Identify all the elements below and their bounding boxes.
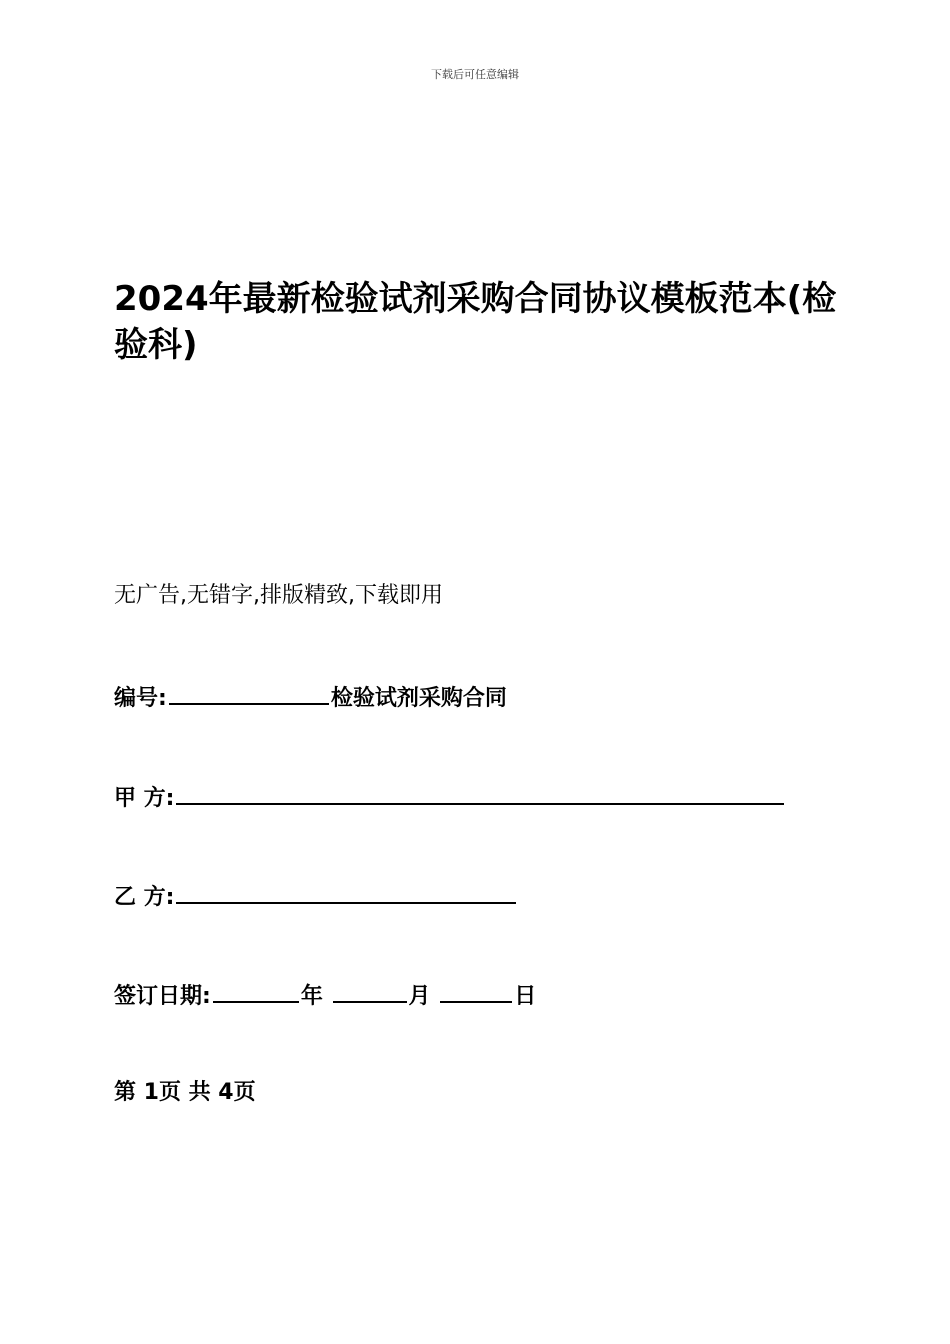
party-b-blank[interactable] (176, 880, 516, 904)
day-blank[interactable] (440, 979, 512, 1003)
party-a-blank[interactable] (176, 781, 784, 805)
year-label: 年 (300, 984, 323, 1009)
party-a-line (114, 781, 786, 814)
party-b-label: 乙 方: (114, 885, 175, 910)
party-a-label: 甲 方: (114, 786, 175, 811)
contract-number-blank[interactable] (169, 681, 329, 705)
contract-number-suffix: 检验试剂采购合同 (330, 686, 507, 711)
page-info: 第 1页 共 4页 (114, 1080, 256, 1105)
tagline: 无广告,无错字,排版精致,下载即用 (114, 583, 443, 608)
header-note: 下载后可任意编辑 (431, 68, 519, 81)
month-label: 月 (408, 984, 431, 1009)
contract-number-line (114, 681, 507, 714)
signing-date-line (114, 979, 536, 1012)
party-b-line (114, 880, 518, 913)
year-blank[interactable] (213, 979, 299, 1003)
signing-date-label: 签订日期: (114, 984, 211, 1009)
day-label: 日 (514, 984, 537, 1009)
contract-number-label: 编号: (114, 686, 167, 711)
month-blank[interactable] (333, 979, 407, 1003)
document-title: 2024年最新检验试剂采购合同协议模板范本(检验科) (114, 279, 837, 365)
